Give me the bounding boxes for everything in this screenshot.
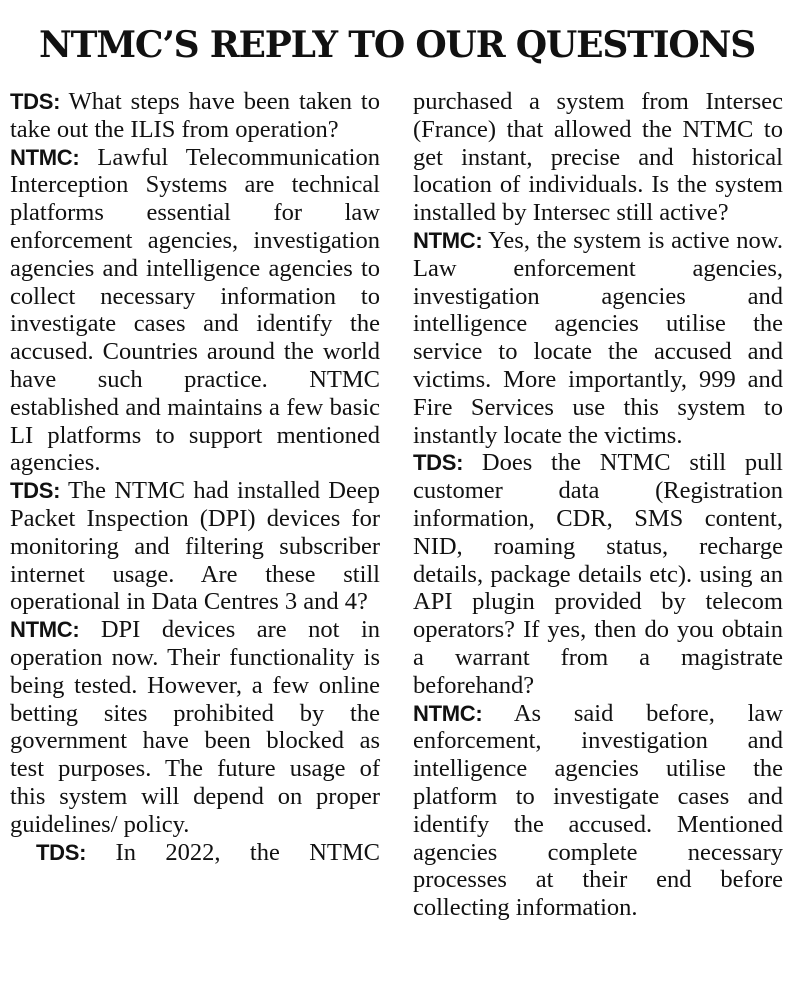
speaker-label: NTMC:: [413, 700, 483, 726]
paragraph-text: What steps have been taken to take out the ILIS from operation?: [10, 88, 380, 143]
right-column: [413, 88, 783, 922]
speaker-label: NTMC:: [413, 227, 483, 253]
qa-paragraph: [10, 616, 380, 838]
speaker-label: TDS:: [413, 450, 464, 476]
qa-paragraph: [10, 88, 380, 144]
paragraph-text: Lawful Telecommunication Interception Systems are technical platforms essential for law enforcement agencies, investigation agencies and intelligence agencies to collect necessary information to investigate cases and identify the accused. Countries around the world have such practice. NTMC established and maintains a few basic LI platforms to support mentioned agencies.: [10, 143, 380, 477]
qa-paragraph-continuation: [413, 88, 783, 227]
paragraph-text: DPI devices are not in operation now. Their functionality is being tested. However, a few online betting sites prohibited by the government have been blocked as test purposes. The future usage of this system will depend on proper guidelines/ policy.: [10, 616, 380, 838]
paragraph-text: Yes, the system is active now. Law enforcement agencies, investigation agencies and intelligence agencies utilise the service to locate the accused and victims. More importantly, 999 and Fire Services use this system to instantly locate the victims.: [413, 226, 783, 449]
paragraph-text: Does the NTMC still pull customer data (Registration information, CDR, SMS content, NID, roaming status, recharge details, package details etc). using an API plugin provided by telecom operators? If yes, then do you obtain a warrant from a magistrate beforehand?: [413, 449, 783, 699]
speaker-label: TDS:: [36, 839, 87, 865]
qa-paragraph: [10, 144, 380, 478]
speaker-label: TDS:: [10, 89, 61, 114]
qa-paragraph-continued: [10, 839, 380, 867]
paragraph-text: The NTMC had installed Deep Packet Inspection (DPI) devices for monitoring and filtering subscriber internet usage. Are these still operational in Data Centres 3 and 4?: [10, 477, 380, 616]
speaker-label: NTMC:: [10, 617, 80, 643]
speaker-label: NTMC:: [10, 144, 80, 170]
qa-paragraph: [413, 449, 783, 699]
headline: NTMC’S REPLY TO OUR QUESTIONS: [38, 24, 756, 66]
qa-paragraph: [413, 227, 783, 449]
qa-paragraph: [10, 477, 380, 616]
paragraph-text: In 2022, the NTMC: [115, 838, 381, 866]
left-column: [10, 88, 380, 866]
qa-paragraph: [413, 700, 783, 922]
speaker-label: TDS:: [10, 478, 61, 504]
paragraph-text: purchased a system from Intersec (France) that allowed the NTMC to get instant, precise and historical location of individuals. Is the system installed by Intersec still active?: [413, 88, 783, 227]
paragraph-text: As said before, law enforcement, investigation and intelligence agencies utilise the platform to investigate cases and identify the accused. Mentioned agencies complete necessary processes at their end before collecting information.: [413, 699, 783, 922]
